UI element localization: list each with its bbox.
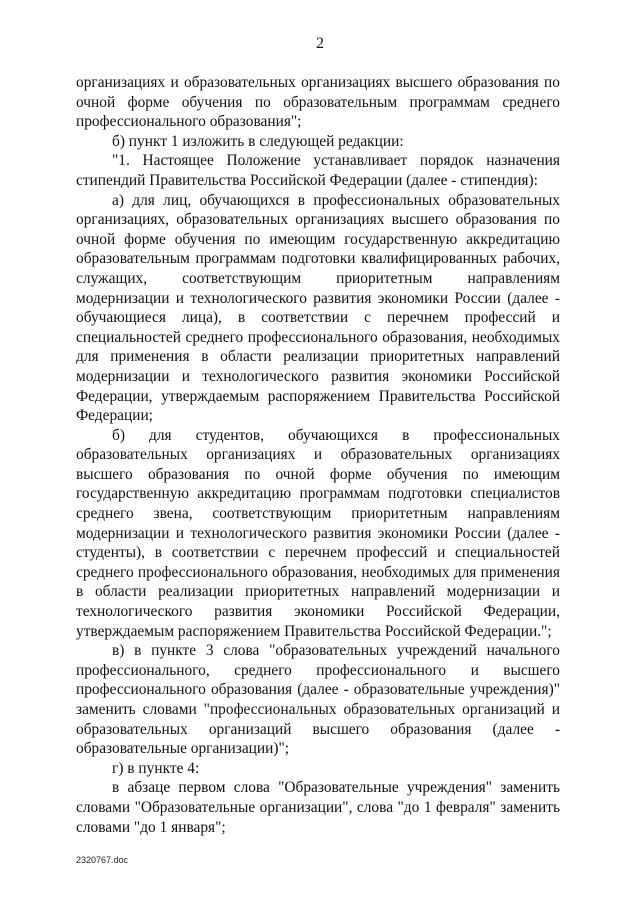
document-body (76, 73, 560, 837)
paragraph-item-g: г) в пункте 4: (112, 759, 200, 777)
paragraph-subclause-a: а) для лиц, обучающихся в профессиональных образовательных организациях, образовательных организациях высшего образования по очной форме обучения по имеющим государственную аккредитацию образовательным программам подготовки квалифицированных рабочих, служащих, соответствующим приоритетным направлениям модернизации и технологического развития экономики России (далее - обучающиеся лица), в соответствии с перечнем профессий и специальностей среднего профессионального образования, необходимых для применения в области реализации приоритетных направлений модернизации и технологического развития экономики Российской Федерации, утверждаемым распоряжением Правительства Российской Федерации; (76, 191, 560, 425)
paragraph-clause-1: "1. Настоящее Положение устанавливает порядок назначения стипендий Правительства Российской Федерации (далее - стипендия): (76, 152, 560, 189)
paragraph-subclause-b: б) для студентов, обучающихся в профессиональных образовательных организациях и образовательных организациях высшего образования по очной форме обучения по имеющим государственную аккредитацию программам подготовки специалистов среднего звена, соответствующим приоритетным направлениям модернизации и технологического развития экономики России (далее - студенты), в соответствии с перечнем профессий и специальностей среднего профессионального образования, необходимых для применения в области реализации приоритетных направлений модернизации и технологического развития экономики Российской Федерации, утверждаемым распоряжением Правительства Российской Федерации."; (76, 426, 560, 640)
paragraph-item-v: в) в пункте 3 слова "образовательных учреждений начального профессионального, среднего профессионального и высшего профессионального образования (далее - образовательные учреждения)" заменить словами "профессиональных образовательных организаций и образовательных организаций высшего образования (далее - образовательные организации)"; (76, 642, 560, 758)
page-number: 2 (316, 35, 324, 52)
paragraph-continuation: организациях и образовательных организациях высшего образования по очной форме обучения по образовательным программам среднего профессионального образования"; (76, 74, 560, 131)
document-code: 2320767.doc (76, 855, 129, 865)
paragraph-first-abzac: в абзаце первом слова "Образовательные учреждения" заменить словами "Образовательные организации", слова "до 1 февраля" заменить словами "до 1 января"; (76, 779, 560, 836)
paragraph-item-b: б) пункт 1 изложить в следующей редакции: (112, 132, 404, 150)
